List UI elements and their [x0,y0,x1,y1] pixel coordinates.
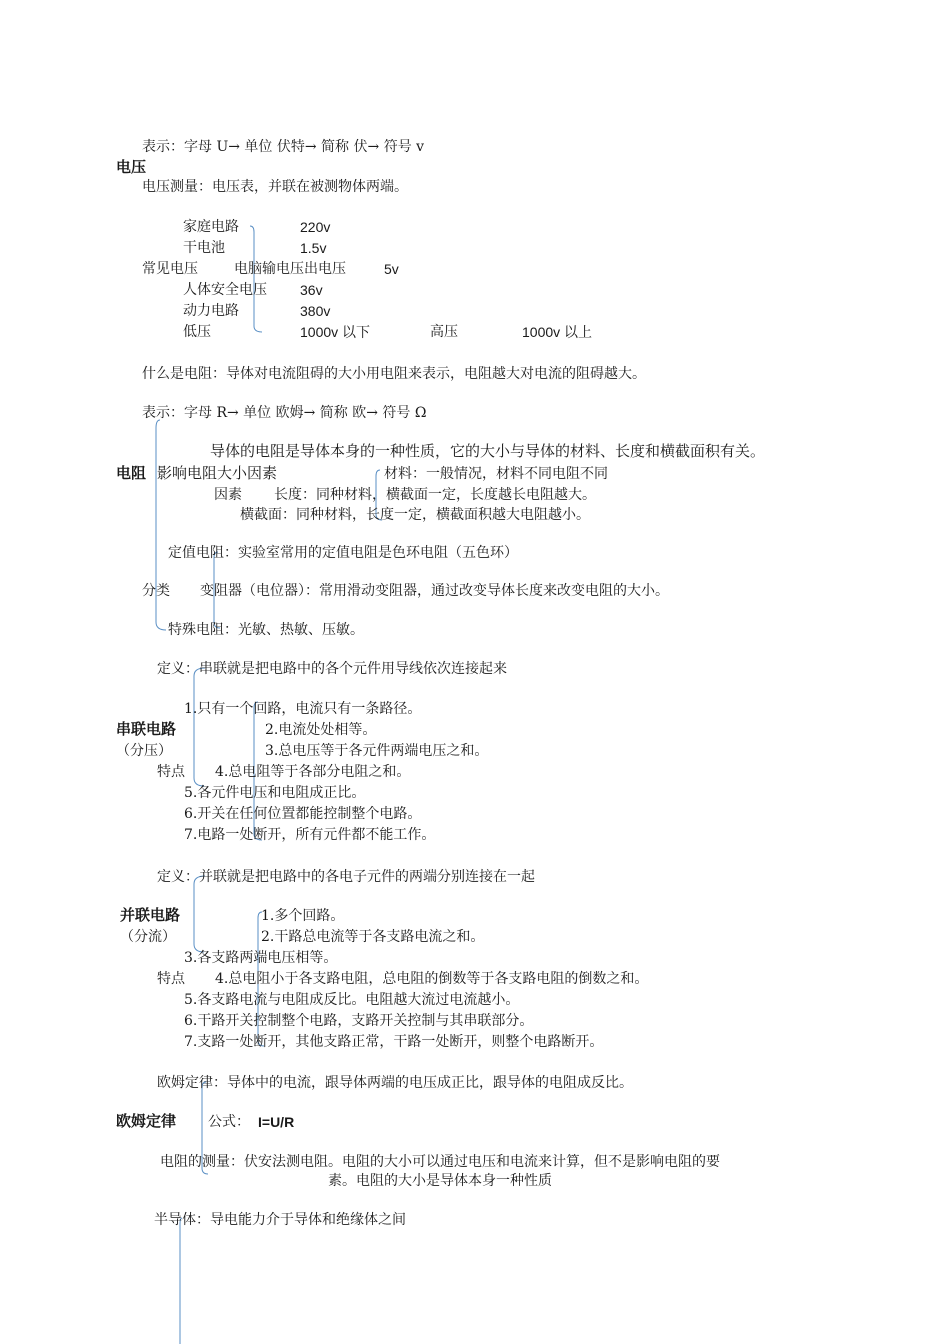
parallel-definition: 定义：并联就是把电路中的各电子元件的两端分别连接在一起 [157,869,535,885]
series-feature: 4.总电阻等于各部分电阻之和。 [215,764,411,780]
semiconductor: 半导体：导电能力介于导体和绝缘体之间 [154,1212,406,1228]
series-feature: 7.电路一处断开，所有元件都不能工作。 [184,827,436,843]
common-voltage-label: 常见电压 [142,261,198,277]
voltage-item-value: 36v [300,282,323,298]
voltage-item-value: 380v [300,303,331,319]
resistance-property: 导体的电阻是导体本身的一种性质，它的大小与导体的材料、长度和横截面积有关。 [210,443,766,460]
voltage-item-value: 220v [300,219,331,235]
voltage-item-value: 1.5v [300,240,327,256]
voltage-item-name: 动力电路 [183,303,239,319]
bracket-series [194,668,205,786]
low-voltage-value: 1000v 以下 [300,324,371,340]
resistance-definition: 什么是电阻：导体对电流阻碍的大小用电阻来表示，电阻越大对电流的阻碍越大。 [142,366,646,382]
series-feature: 2.电流处处相等。 [265,722,377,738]
high-voltage-label: 高压 [430,324,458,340]
voltage-item-name: 电脑输电压出电压 [234,261,346,277]
variable-resistor: 变阻器（电位器）：常用滑动变阻器，通过改变导体长度来改变电阻的大小。 [200,583,669,599]
parallel-title: 并联电路 [120,907,181,924]
parallel-feature: 5.各支路电流与电阻成反比。电阻越大流过电流越小。 [184,992,520,1008]
special-resistor: 特殊电阻：光敏、热敏、压敏。 [168,622,364,638]
parallel-features-label: 特点 [157,971,185,987]
voltage-item-name: 人体安全电压 [183,282,267,298]
factors-label: 影响电阻大小因素 [157,465,278,482]
low-voltage-label: 低压 [183,324,211,340]
voltage-measurement: 电压测量：电压表，并联在被测物体两端。 [142,179,408,195]
factor-material: 材料：一般情况，材料不同电阻不同 [384,466,608,482]
series-definition: 定义：串联就是把电路中的各个元件用导线依次连接起来 [157,661,507,677]
formula-label: 公式： [208,1114,250,1130]
parallel-feature: 1.多个回路。 [261,908,345,924]
series-subtitle: （分压） [116,743,172,759]
ohm-law: 欧姆定律：导体中的电流，跟导体两端的电压成正比，跟导体的电阻成反比。 [157,1075,633,1091]
series-feature: 1.只有一个回路，电流只有一条路径。 [184,701,422,717]
parallel-feature: 2.干路总电流等于各支路电流之和。 [261,929,485,945]
voltage-title: 电压 [116,159,147,176]
parallel-feature: 7.支路一处断开，其他支路正常，干路一处断开，则整个电路断开。 [184,1034,604,1050]
parallel-feature: 4.总电阻小于各支路电阻，总电阻的倒数等于各支路电阻的倒数之和。 [215,971,649,987]
resistance-measure-line1: 电阻的测量：伏安法测电阻。电阻的大小可以通过电压和电流来计算，但不是影响电阻的要 [160,1154,720,1170]
class-label: 分类 [142,583,170,599]
resistance-measure-line2: 素。电阻的大小是导体本身一种性质 [328,1173,552,1189]
ohm-title: 欧姆定律 [116,1113,177,1130]
resistance-title: 电阻 [116,465,147,482]
factor-area: 横截面：同种材料，长度一定，横截面积越大电阻越小。 [240,507,590,523]
series-title: 串联电路 [116,721,177,738]
bracket-parallel [194,876,205,952]
fixed-resistor: 定值电阻：实验室常用的定值电阻是色环电阻（五色环） [168,545,518,561]
bracket-semiconductor [180,1218,182,1344]
series-feature: 3.总电压等于各元件两端电压之和。 [265,743,489,759]
high-voltage-value: 1000v 以上 [522,324,593,340]
factors-label-short: 因素 [214,487,242,503]
factor-length: 长度：同种材料，横截面一定，长度越长电阻越大。 [274,487,596,503]
parallel-subtitle: （分流） [120,929,176,945]
voltage-item-value: 5v [384,261,399,277]
series-features-label: 特点 [157,764,185,780]
voltage-representation: 表示：字母 U→ 单位 伏特→ 简称 伏→ 符号 v [142,139,425,155]
voltage-item-name: 干电池 [183,240,225,256]
bracket-common-voltage [250,226,262,332]
formula: I=U/R [258,1114,295,1130]
series-feature: 5.各元件电压和电阻成正比。 [184,785,366,801]
resistance-representation: 表示：字母 R→ 单位 欧姆→ 简称 欧→ 符号 Ω [142,405,427,421]
series-feature: 6.开关在任何位置都能控制整个电路。 [184,806,422,822]
voltage-item-name: 家庭电路 [183,219,239,235]
parallel-feature: 6.干路开关控制整个电路，支路开关控制与其串联部分。 [184,1013,534,1029]
parallel-feature: 3.各支路两端电压相等。 [184,950,338,966]
